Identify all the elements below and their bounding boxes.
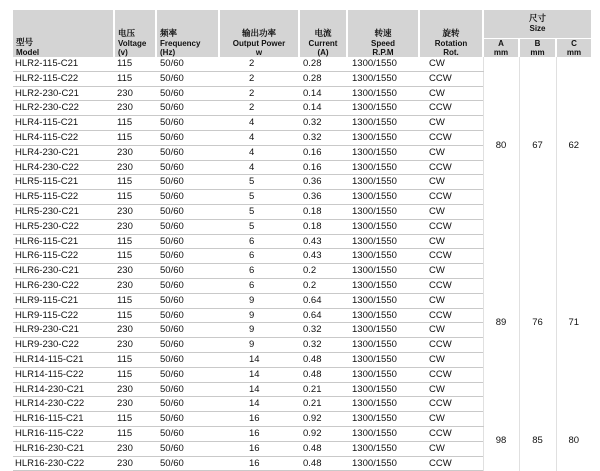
header-current <box>299 10 347 57</box>
header-speed <box>347 10 419 57</box>
current-cell: 0.18 <box>299 219 347 234</box>
model-cell: HLR9-230-C22 <box>13 338 114 353</box>
voltage-cell: 115 <box>114 175 156 190</box>
frequency-cell: 50/60 <box>156 130 219 145</box>
speed-cell: 1300/1550 <box>347 367 419 382</box>
header-size-c-unit: mm <box>566 48 582 57</box>
header-size-a-letter: A <box>498 39 504 48</box>
rotation-cell: CW <box>419 293 483 308</box>
header-size <box>483 10 591 39</box>
current-cell: 0.43 <box>299 249 347 264</box>
rotation-cell: CCW <box>419 308 483 323</box>
power-cell: 4 <box>219 145 299 160</box>
frequency-cell: 50/60 <box>156 456 219 471</box>
size-a-cell: 89 <box>483 234 519 412</box>
current-cell: 0.2 <box>299 264 347 279</box>
header-model <box>13 10 114 57</box>
voltage-cell: 230 <box>114 204 156 219</box>
model-cell: HLR2-230-C22 <box>13 101 114 116</box>
frequency-cell: 50/60 <box>156 234 219 249</box>
current-cell: 0.92 <box>299 426 347 441</box>
speed-cell: 1300/1550 <box>347 57 419 71</box>
frequency-cell: 50/60 <box>156 86 219 101</box>
voltage-cell: 230 <box>114 382 156 397</box>
spec-table-container <box>13 10 591 469</box>
voltage-cell: 115 <box>114 234 156 249</box>
frequency-cell: 50/60 <box>156 175 219 190</box>
header-model-en: Model <box>16 48 40 57</box>
model-cell: HLR16-230-C22 <box>13 456 114 471</box>
voltage-cell: 115 <box>114 367 156 382</box>
voltage-cell: 230 <box>114 101 156 116</box>
speed-cell: 1300/1550 <box>347 397 419 412</box>
model-cell: HLR14-115-C21 <box>13 352 114 367</box>
current-cell: 0.32 <box>299 116 347 131</box>
header-size-en: Size <box>529 24 546 33</box>
power-cell: 4 <box>219 160 299 175</box>
header-size-a-unit: mm <box>493 48 509 57</box>
frequency-cell: 50/60 <box>156 293 219 308</box>
header-size-cn: 尺寸 <box>529 14 547 24</box>
current-cell: 0.2 <box>299 278 347 293</box>
model-cell: HLR2-115-C22 <box>13 71 114 86</box>
speed-cell: 1300/1550 <box>347 323 419 338</box>
voltage-cell: 230 <box>114 441 156 456</box>
rotation-cell: CW <box>419 323 483 338</box>
frequency-cell: 50/60 <box>156 441 219 456</box>
header-size-c-letter: C <box>571 39 577 48</box>
model-cell: HLR5-230-C22 <box>13 219 114 234</box>
power-cell: 14 <box>219 382 299 397</box>
spec-table-body <box>13 57 591 471</box>
power-cell: 6 <box>219 234 299 249</box>
power-cell: 5 <box>219 175 299 190</box>
speed-cell: 1300/1550 <box>347 249 419 264</box>
rotation-cell: CCW <box>419 219 483 234</box>
frequency-cell: 50/60 <box>156 57 219 71</box>
rotation-cell: CCW <box>419 338 483 353</box>
header-frequency <box>156 10 219 57</box>
rotation-cell: CCW <box>419 101 483 116</box>
voltage-cell: 115 <box>114 293 156 308</box>
header-power-en: Output Power <box>232 39 286 48</box>
power-cell: 16 <box>219 456 299 471</box>
model-cell: HLR16-230-C21 <box>13 441 114 456</box>
rotation-cell: CCW <box>419 249 483 264</box>
rotation-cell: CW <box>419 441 483 456</box>
power-cell: 2 <box>219 86 299 101</box>
header-power <box>219 10 299 57</box>
voltage-cell: 230 <box>114 86 156 101</box>
current-cell: 0.36 <box>299 190 347 205</box>
voltage-cell: 115 <box>114 130 156 145</box>
current-cell: 0.48 <box>299 367 347 382</box>
model-cell: HLR6-115-C22 <box>13 249 114 264</box>
speed-cell: 1300/1550 <box>347 101 419 116</box>
rotation-cell: CW <box>419 264 483 279</box>
power-cell: 5 <box>219 219 299 234</box>
model-cell: HLR5-230-C21 <box>13 204 114 219</box>
header-frequency-en: Frequency <box>160 39 201 48</box>
size-b-cell: 85 <box>519 412 556 471</box>
power-cell: 16 <box>219 412 299 427</box>
voltage-cell: 115 <box>114 190 156 205</box>
speed-cell: 1300/1550 <box>347 278 419 293</box>
frequency-cell: 50/60 <box>156 338 219 353</box>
frequency-cell: 50/60 <box>156 71 219 86</box>
current-cell: 0.14 <box>299 101 347 116</box>
current-cell: 0.92 <box>299 412 347 427</box>
voltage-cell: 230 <box>114 160 156 175</box>
frequency-cell: 50/60 <box>156 264 219 279</box>
voltage-cell: 115 <box>114 57 156 71</box>
current-cell: 0.28 <box>299 71 347 86</box>
power-cell: 6 <box>219 249 299 264</box>
rotation-cell: CCW <box>419 456 483 471</box>
frequency-cell: 50/60 <box>156 352 219 367</box>
speed-cell: 1300/1550 <box>347 456 419 471</box>
frequency-cell: 50/60 <box>156 426 219 441</box>
table-row <box>13 412 591 427</box>
table-row <box>13 234 591 249</box>
size-c-cell: 80 <box>556 412 591 471</box>
header-speed-cn: 转速 <box>374 29 392 39</box>
speed-cell: 1300/1550 <box>347 441 419 456</box>
power-cell: 14 <box>219 352 299 367</box>
header-frequency-cn: 频率 <box>160 29 178 39</box>
model-cell: HLR14-230-C21 <box>13 382 114 397</box>
header-power-unit: w <box>255 48 263 57</box>
voltage-cell: 115 <box>114 71 156 86</box>
current-cell: 0.32 <box>299 130 347 145</box>
voltage-cell: 230 <box>114 397 156 412</box>
speed-cell: 1300/1550 <box>347 293 419 308</box>
speed-cell: 1300/1550 <box>347 308 419 323</box>
size-b-cell: 76 <box>519 234 556 412</box>
model-cell: HLR14-115-C22 <box>13 367 114 382</box>
voltage-cell: 115 <box>114 116 156 131</box>
header-rotation-unit: Rot. <box>443 48 459 57</box>
frequency-cell: 50/60 <box>156 397 219 412</box>
current-cell: 0.64 <box>299 308 347 323</box>
power-cell: 5 <box>219 190 299 205</box>
speed-cell: 1300/1550 <box>347 219 419 234</box>
spec-table <box>13 10 591 471</box>
speed-cell: 1300/1550 <box>347 234 419 249</box>
power-cell: 2 <box>219 101 299 116</box>
speed-cell: 1300/1550 <box>347 338 419 353</box>
frequency-cell: 50/60 <box>156 101 219 116</box>
power-cell: 14 <box>219 397 299 412</box>
voltage-cell: 230 <box>114 264 156 279</box>
model-cell: HLR6-115-C21 <box>13 234 114 249</box>
current-cell: 0.18 <box>299 204 347 219</box>
voltage-cell: 230 <box>114 456 156 471</box>
frequency-cell: 50/60 <box>156 116 219 131</box>
model-cell: HLR9-230-C21 <box>13 323 114 338</box>
model-cell: HLR2-230-C21 <box>13 86 114 101</box>
frequency-cell: 50/60 <box>156 308 219 323</box>
current-cell: 0.36 <box>299 175 347 190</box>
header-frequency-unit: (Hz) <box>160 48 176 57</box>
rotation-cell: CCW <box>419 71 483 86</box>
header-speed-en: Speed <box>370 39 395 48</box>
rotation-cell: CW <box>419 382 483 397</box>
speed-cell: 1300/1550 <box>347 86 419 101</box>
speed-cell: 1300/1550 <box>347 352 419 367</box>
voltage-cell: 230 <box>114 219 156 234</box>
frequency-cell: 50/60 <box>156 219 219 234</box>
header-voltage-unit: (v) <box>118 48 128 57</box>
size-c-cell: 71 <box>556 234 591 412</box>
header-voltage <box>114 10 156 57</box>
rotation-cell: CW <box>419 175 483 190</box>
voltage-cell: 115 <box>114 352 156 367</box>
rotation-cell: CW <box>419 145 483 160</box>
current-cell: 0.48 <box>299 352 347 367</box>
frequency-cell: 50/60 <box>156 190 219 205</box>
speed-cell: 1300/1550 <box>347 160 419 175</box>
power-cell: 5 <box>219 204 299 219</box>
voltage-cell: 230 <box>114 323 156 338</box>
speed-cell: 1300/1550 <box>347 145 419 160</box>
current-cell: 0.32 <box>299 338 347 353</box>
speed-cell: 1300/1550 <box>347 412 419 427</box>
voltage-cell: 230 <box>114 278 156 293</box>
rotation-cell: CW <box>419 57 483 71</box>
speed-cell: 1300/1550 <box>347 382 419 397</box>
rotation-cell: CCW <box>419 367 483 382</box>
frequency-cell: 50/60 <box>156 249 219 264</box>
header-rotation-en: Rotation <box>434 39 468 48</box>
model-cell: HLR16-115-C21 <box>13 412 114 427</box>
model-cell: HLR4-230-C22 <box>13 160 114 175</box>
current-cell: 0.16 <box>299 160 347 175</box>
header-size-b-unit: mm <box>530 48 545 57</box>
size-a-cell: 80 <box>483 57 519 234</box>
power-cell: 2 <box>219 57 299 71</box>
header-rotation-cn: 旋转 <box>442 29 460 39</box>
current-cell: 0.21 <box>299 397 347 412</box>
current-cell: 0.16 <box>299 145 347 160</box>
frequency-cell: 50/60 <box>156 323 219 338</box>
voltage-cell: 115 <box>114 308 156 323</box>
rotation-cell: CW <box>419 352 483 367</box>
current-cell: 0.14 <box>299 86 347 101</box>
frequency-cell: 50/60 <box>156 160 219 175</box>
frequency-cell: 50/60 <box>156 382 219 397</box>
header-power-cn: 输出功率 <box>241 29 276 39</box>
header-model-cn: 型号 <box>16 38 34 48</box>
header-size-b <box>519 39 556 58</box>
rotation-cell: CW <box>419 204 483 219</box>
current-cell: 0.43 <box>299 234 347 249</box>
current-cell: 0.48 <box>299 456 347 471</box>
speed-cell: 1300/1550 <box>347 175 419 190</box>
header-size-b-letter: B <box>534 39 541 48</box>
model-cell: HLR5-115-C21 <box>13 175 114 190</box>
model-cell: HLR6-230-C22 <box>13 278 114 293</box>
model-cell: HLR4-230-C21 <box>13 145 114 160</box>
rotation-cell: CCW <box>419 278 483 293</box>
rotation-cell: CCW <box>419 160 483 175</box>
rotation-cell: CCW <box>419 130 483 145</box>
power-cell: 9 <box>219 308 299 323</box>
current-cell: 0.64 <box>299 293 347 308</box>
model-cell: HLR9-115-C22 <box>13 308 114 323</box>
rotation-cell: CW <box>419 412 483 427</box>
voltage-cell: 115 <box>114 426 156 441</box>
size-b-cell: 67 <box>519 57 556 234</box>
rotation-cell: CCW <box>419 190 483 205</box>
rotation-cell: CCW <box>419 397 483 412</box>
rotation-cell: CW <box>419 86 483 101</box>
size-a-cell: 98 <box>483 412 519 471</box>
header-current-unit: (A) <box>317 48 329 57</box>
current-cell: 0.48 <box>299 441 347 456</box>
rotation-cell: CW <box>419 234 483 249</box>
rotation-cell: CW <box>419 116 483 131</box>
voltage-cell: 230 <box>114 338 156 353</box>
table-row <box>13 57 591 71</box>
frequency-cell: 50/60 <box>156 204 219 219</box>
power-cell: 4 <box>219 130 299 145</box>
speed-cell: 1300/1550 <box>347 71 419 86</box>
model-cell: HLR9-115-C21 <box>13 293 114 308</box>
current-cell: 0.28 <box>299 57 347 71</box>
header-voltage-en: Voltage <box>118 39 147 48</box>
power-cell: 6 <box>219 264 299 279</box>
speed-cell: 1300/1550 <box>347 426 419 441</box>
rotation-cell: CCW <box>419 426 483 441</box>
speed-cell: 1300/1550 <box>347 116 419 131</box>
voltage-cell: 115 <box>114 412 156 427</box>
power-cell: 6 <box>219 278 299 293</box>
header-voltage-cn: 电压 <box>118 29 136 39</box>
speed-cell: 1300/1550 <box>347 190 419 205</box>
frequency-cell: 50/60 <box>156 145 219 160</box>
voltage-cell: 230 <box>114 145 156 160</box>
header-current-en: Current <box>308 39 338 48</box>
current-cell: 0.32 <box>299 323 347 338</box>
power-cell: 9 <box>219 293 299 308</box>
header-current-cn: 电流 <box>314 29 332 39</box>
frequency-cell: 50/60 <box>156 278 219 293</box>
speed-cell: 1300/1550 <box>347 264 419 279</box>
model-cell: HLR4-115-C22 <box>13 130 114 145</box>
model-cell: HLR14-230-C22 <box>13 397 114 412</box>
power-cell: 2 <box>219 71 299 86</box>
model-cell: HLR2-115-C21 <box>13 57 114 71</box>
model-cell: HLR6-230-C21 <box>13 264 114 279</box>
speed-cell: 1300/1550 <box>347 204 419 219</box>
header-size-a <box>483 39 519 58</box>
header-speed-unit: R.P.M <box>372 48 394 57</box>
frequency-cell: 50/60 <box>156 412 219 427</box>
power-cell: 16 <box>219 441 299 456</box>
header-size-c <box>556 39 591 58</box>
power-cell: 9 <box>219 323 299 338</box>
current-cell: 0.21 <box>299 382 347 397</box>
power-cell: 14 <box>219 367 299 382</box>
voltage-cell: 115 <box>114 249 156 264</box>
model-cell: HLR4-115-C21 <box>13 116 114 131</box>
power-cell: 9 <box>219 338 299 353</box>
speed-cell: 1300/1550 <box>347 130 419 145</box>
model-cell: HLR5-115-C22 <box>13 190 114 205</box>
power-cell: 16 <box>219 426 299 441</box>
power-cell: 4 <box>219 116 299 131</box>
header-rotation <box>419 10 483 57</box>
frequency-cell: 50/60 <box>156 367 219 382</box>
size-c-cell: 62 <box>556 57 591 234</box>
model-cell: HLR16-115-C22 <box>13 426 114 441</box>
